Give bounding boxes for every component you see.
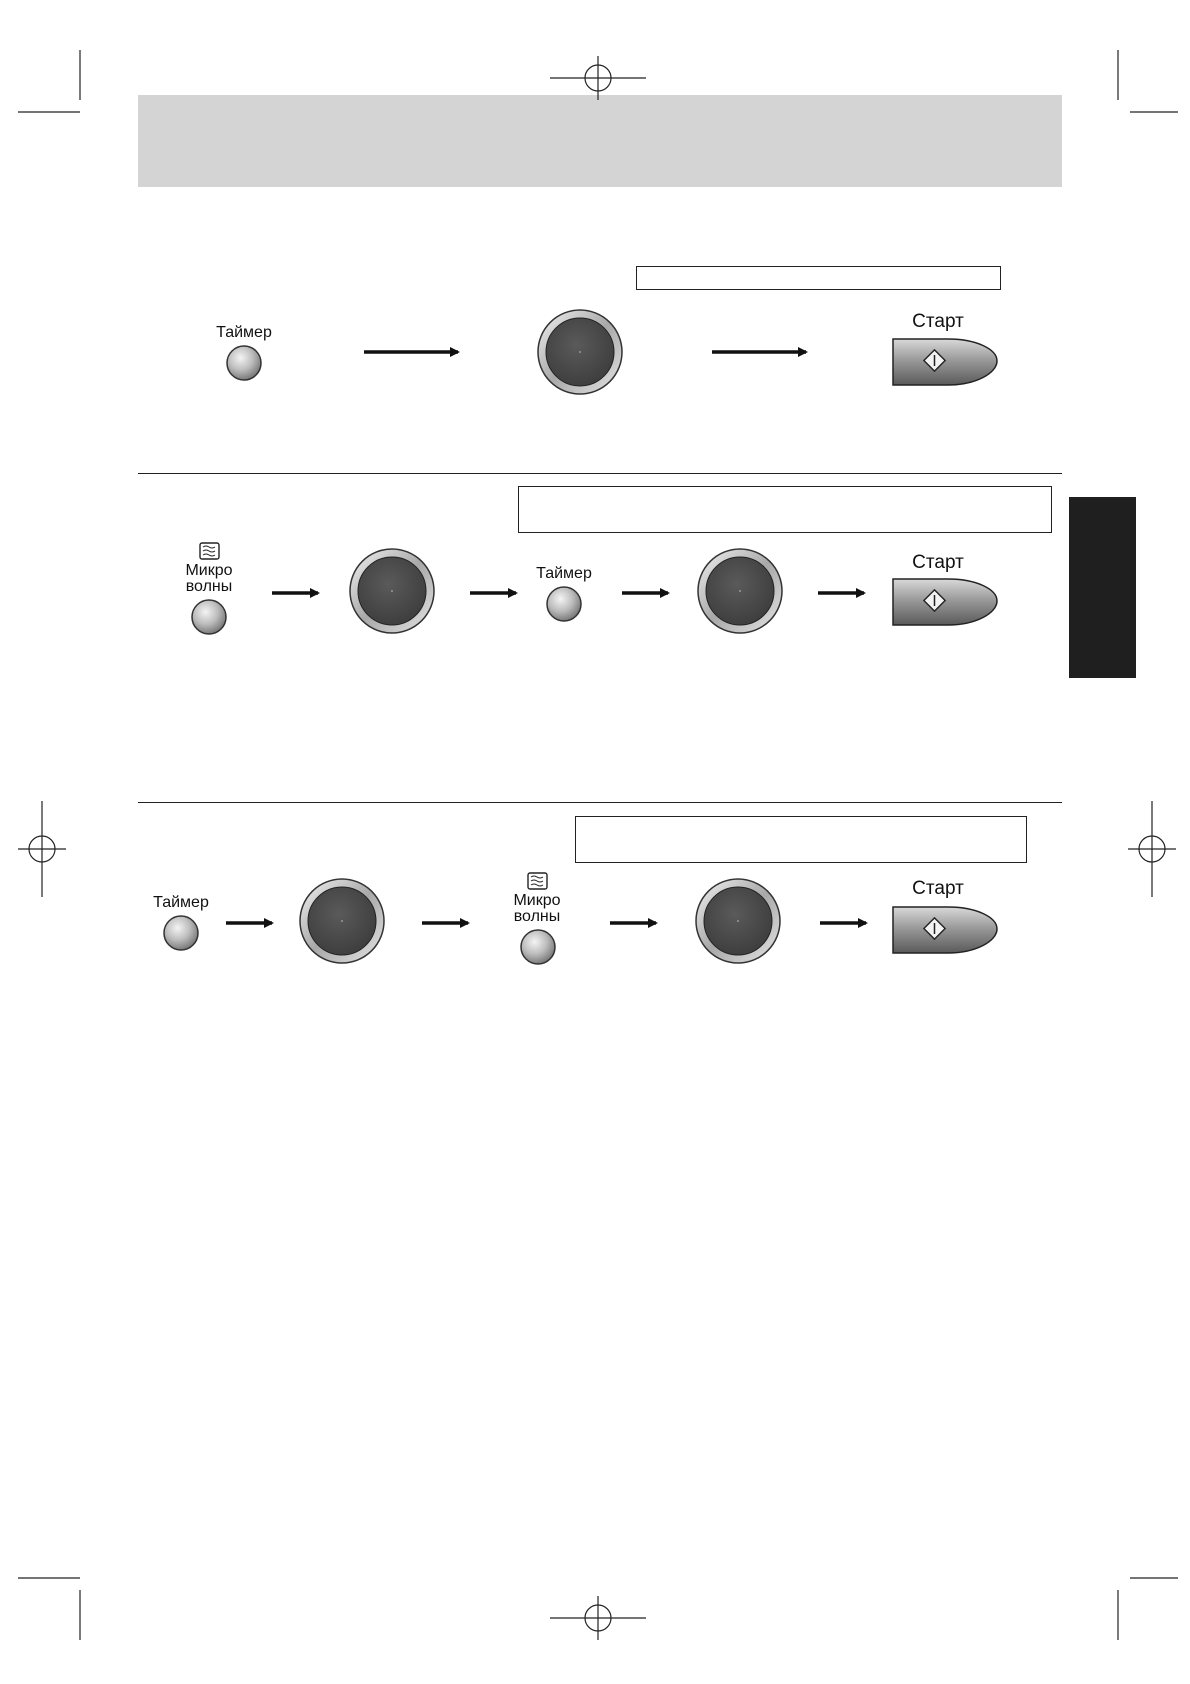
timer-button[interactable] bbox=[227, 346, 261, 380]
start-button[interactable] bbox=[893, 579, 997, 625]
micro-button[interactable] bbox=[192, 543, 226, 634]
micro-button[interactable] bbox=[521, 873, 555, 964]
dial-knob[interactable] bbox=[698, 549, 782, 633]
registration-mark-icon bbox=[550, 1596, 646, 1640]
start-button[interactable] bbox=[893, 339, 997, 385]
dial-knob[interactable] bbox=[538, 310, 622, 394]
registration-mark-icon bbox=[18, 801, 66, 897]
start-button[interactable] bbox=[893, 907, 997, 953]
dial-knob[interactable] bbox=[696, 879, 780, 963]
timer-button[interactable] bbox=[164, 916, 198, 950]
micro-label-line2: волны bbox=[513, 908, 561, 925]
microwave-waves-icon bbox=[200, 543, 219, 559]
timer-label: Таймер bbox=[216, 324, 272, 341]
microwave-waves-icon bbox=[528, 873, 547, 889]
timer-label: Таймер bbox=[153, 894, 209, 911]
timer-button[interactable] bbox=[547, 587, 581, 621]
crop-marks bbox=[18, 50, 1178, 1640]
micro-label-line1: Микро bbox=[513, 892, 561, 909]
start-label: Старт bbox=[912, 878, 964, 899]
micro-label-line1: Микро bbox=[185, 562, 233, 579]
dial-knob[interactable] bbox=[350, 549, 434, 633]
dial-knob[interactable] bbox=[300, 879, 384, 963]
timer-label: Таймер bbox=[536, 565, 592, 582]
start-label: Старт bbox=[912, 311, 964, 332]
registration-mark-icon bbox=[550, 56, 646, 100]
start-label: Старт bbox=[912, 552, 964, 573]
micro-label-line2: волны bbox=[185, 578, 233, 595]
registration-mark-icon bbox=[1128, 801, 1176, 897]
